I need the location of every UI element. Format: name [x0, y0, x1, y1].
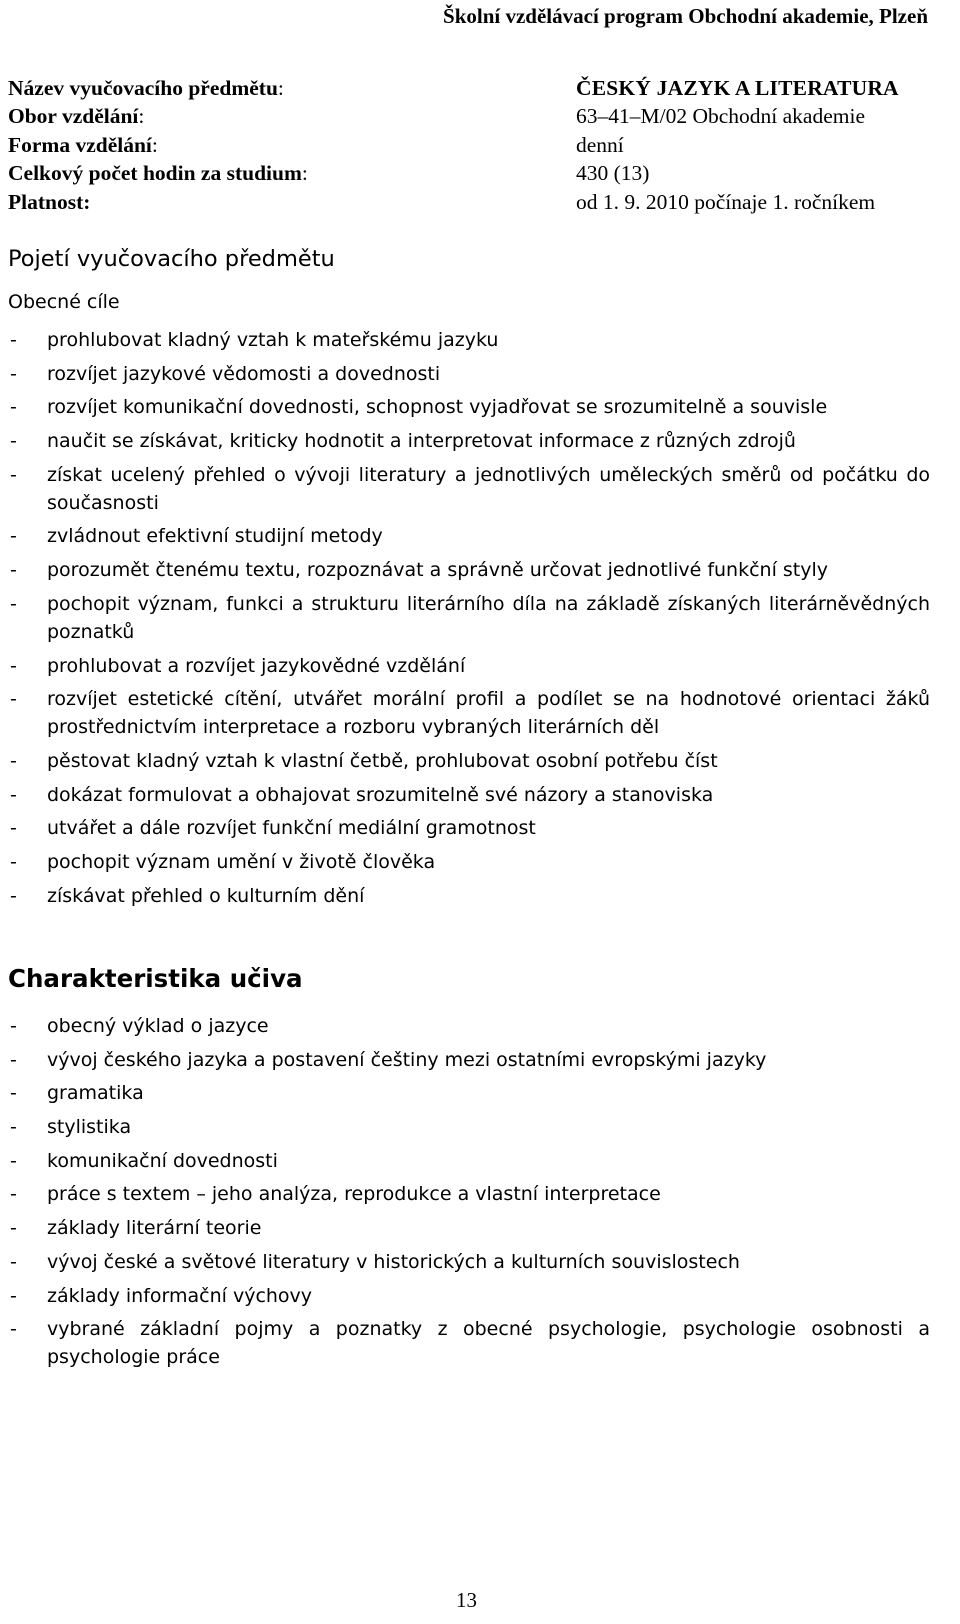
meta-row-hours — [8, 159, 930, 187]
meta-label — [8, 131, 576, 159]
list-item — [8, 556, 930, 584]
section-heading-concept: Pojetí vyučovacího předmětu — [8, 246, 335, 272]
meta-label-text: Platnost: — [8, 189, 91, 214]
page-number: 13 — [456, 1588, 477, 1612]
bullet-dash: - — [10, 1217, 17, 1240]
list-item-text: naučit se získávat, kriticky hodnotit a interpretovat informace z různých zdrojů — [47, 430, 796, 453]
meta-label-suffix: : — [151, 132, 158, 157]
list-item-text: stylistika — [47, 1116, 132, 1139]
list-item — [8, 1147, 930, 1175]
meta-label-text: Název vyučovacího předmětu — [8, 76, 278, 100]
list-item-text: utvářet a dále rozvíjet funkční mediální gramotnost — [47, 817, 536, 840]
list-item-text: rozvíjet estetické cítění, utvářet morální profil a podílet se na hodnotové orientaci žáků prostřednictvím interpretace a rozboru vybraných literárních děl — [47, 688, 930, 739]
list-item — [8, 461, 930, 517]
bullet-dash: - — [10, 1149, 17, 1172]
curriculum-list — [8, 1012, 930, 1377]
list-item-text: dokázat formulovat a obhajovat srozumitelně své názory a stanoviska — [47, 783, 714, 806]
list-item-text: vývoj českého jazyka a postavení češtiny mezi ostatními evropskými jazyky — [47, 1048, 767, 1071]
section-heading-curriculum: Charakteristika učiva — [8, 964, 303, 993]
bullet-dash: - — [10, 463, 17, 486]
meta-label — [8, 74, 576, 102]
meta-label — [8, 188, 576, 216]
bullet-dash: - — [10, 1116, 17, 1139]
meta-label — [8, 159, 576, 187]
bullet-dash: - — [10, 396, 17, 419]
list-item — [8, 652, 930, 680]
meta-label-suffix: : — [301, 161, 308, 186]
list-item — [8, 1315, 930, 1371]
list-item-text: základy informační výchovy — [47, 1284, 313, 1307]
list-item-text: pěstovat kladný vztah k vlastní četbě, prohlubovat osobní potřebu číst — [47, 749, 718, 772]
list-item — [8, 1180, 930, 1208]
subject-meta-table — [8, 74, 930, 216]
list-item-text: komunikační dovednosti — [47, 1149, 278, 1172]
list-item-text: gramatika — [47, 1082, 144, 1105]
bullet-dash: - — [10, 1082, 17, 1105]
list-item-text: získávat přehled o kulturním dění — [47, 884, 365, 907]
list-item-text: porozumět čtenému textu, rozpoznávat a správně určovat jednotlivé funkční styly — [47, 559, 829, 582]
meta-value: ČESKÝ JAZYK A LITERATURA — [576, 76, 899, 100]
list-item — [8, 814, 930, 842]
bullet-dash: - — [10, 783, 17, 806]
list-item-text: vývoj české a světové literatury v historických a kulturních souvislostech — [47, 1250, 740, 1273]
bullet-dash: - — [10, 430, 17, 453]
list-item — [8, 1248, 930, 1276]
meta-label-text: Celkový počet hodin za studium — [8, 161, 302, 186]
list-item — [8, 848, 930, 876]
subheading-general-goals: Obecné cíle — [8, 291, 120, 313]
meta-row-subject — [8, 74, 930, 102]
bullet-dash: - — [10, 559, 17, 582]
meta-label-text: Obor vzdělání — [8, 104, 139, 129]
list-item — [8, 427, 930, 455]
list-item-text: pochopit význam, funkci a strukturu literárního díla na základě získaných literárněvědných poznatků — [47, 592, 930, 643]
meta-row-field — [8, 102, 930, 130]
list-item-text: vybrané základní pojmy a poznatky z obecné psychologie, psychologie osobnosti a psychologie práce — [47, 1318, 930, 1369]
list-item-text: prohlubovat a rozvíjet jazykovědné vzdělání — [47, 654, 466, 677]
bullet-dash: - — [10, 1284, 17, 1307]
list-item — [8, 1113, 930, 1141]
list-item-text: pochopit význam umění v životě člověka — [47, 850, 436, 873]
meta-label — [8, 102, 576, 130]
list-item — [8, 747, 930, 775]
document-header: Školní vzdělávací program Obchodní akademie, Plzeň — [443, 4, 928, 28]
list-item — [8, 360, 930, 388]
list-item — [8, 685, 930, 741]
meta-value: 63–41–M/02 Obchodní akademie — [576, 104, 866, 129]
list-item — [8, 393, 930, 421]
bullet-dash: - — [10, 850, 17, 873]
bullet-dash: - — [10, 525, 17, 548]
meta-value: od 1. 9. 2010 počínaje 1. ročníkem — [576, 189, 876, 214]
bullet-dash: - — [10, 749, 17, 772]
meta-row-validity — [8, 188, 930, 216]
meta-label-text: Forma vzdělání — [8, 132, 152, 157]
list-item — [8, 882, 930, 910]
list-item — [8, 1282, 930, 1310]
list-item — [8, 781, 930, 809]
bullet-dash: - — [10, 817, 17, 840]
bullet-dash: - — [10, 1183, 17, 1206]
bullet-dash: - — [10, 1318, 17, 1341]
list-item-text: základy literární teorie — [47, 1217, 262, 1240]
list-item-text: získat ucelený přehled o vývoji literatury a jednotlivých uměleckých směrů od počátku do současnosti — [47, 463, 930, 514]
list-item — [8, 326, 930, 354]
list-item-text: zvládnout efektivní studijní metody — [47, 525, 383, 548]
meta-row-form — [8, 131, 930, 159]
bullet-dash: - — [10, 688, 17, 711]
list-item — [8, 590, 930, 646]
list-item-text: prohlubovat kladný vztah k mateřskému jazyku — [47, 329, 499, 351]
goals-list — [8, 326, 930, 915]
meta-value: denní — [576, 132, 624, 157]
meta-value: 430 (13) — [576, 161, 650, 186]
list-item — [8, 1214, 930, 1242]
bullet-dash: - — [10, 592, 17, 615]
list-item-text: obecný výklad o jazyce — [47, 1015, 269, 1037]
bullet-dash: - — [10, 1048, 17, 1071]
bullet-dash: - — [10, 1015, 17, 1037]
bullet-dash: - — [10, 1250, 17, 1273]
list-item-text: rozvíjet jazykové vědomosti a dovednosti — [47, 362, 441, 385]
list-item — [8, 1046, 930, 1074]
meta-label-suffix: : — [277, 76, 284, 100]
list-item-text: rozvíjet komunikační dovednosti, schopnost vyjadřovat se srozumitelně a souvisle — [47, 396, 828, 419]
list-item — [8, 1012, 930, 1040]
bullet-dash: - — [10, 329, 17, 351]
bullet-dash: - — [10, 884, 17, 907]
meta-label-suffix: : — [138, 104, 145, 129]
bullet-dash: - — [10, 362, 17, 385]
list-item — [8, 522, 930, 550]
list-item — [8, 1079, 930, 1107]
list-item-text: práce s textem – jeho analýza, reprodukce a vlastní interpretace — [47, 1183, 661, 1206]
bullet-dash: - — [10, 654, 17, 677]
